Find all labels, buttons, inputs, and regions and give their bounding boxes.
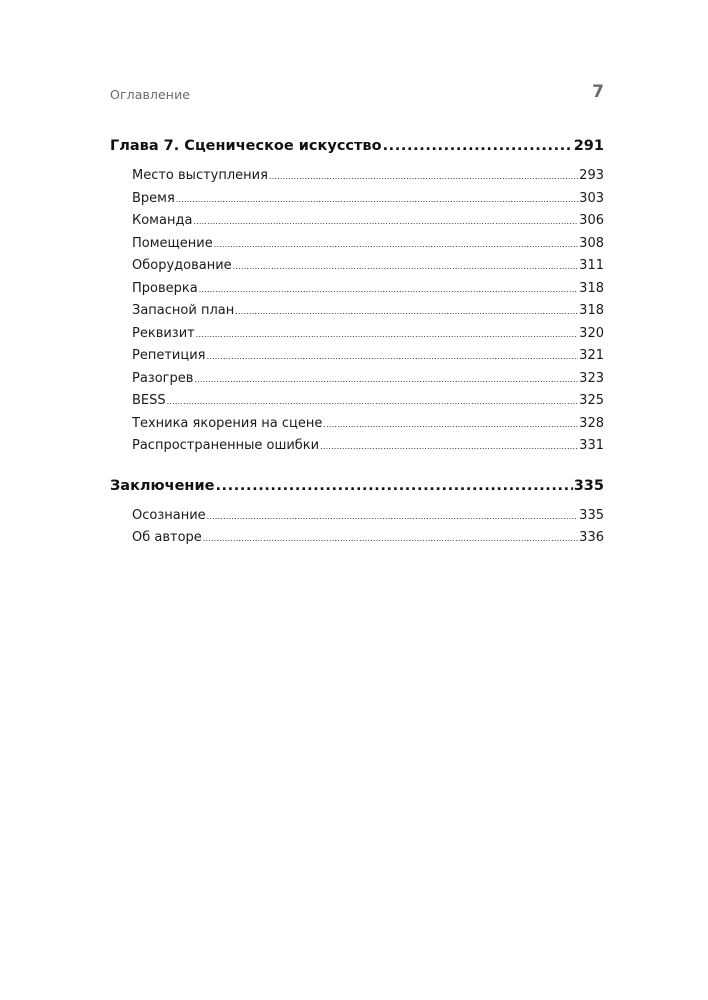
toc-chapter-entry[interactable] <box>110 474 604 498</box>
toc-item-title: Помещение <box>132 235 213 251</box>
dot-leader <box>167 391 579 414</box>
toc-item-title: Техника якорения на сцене <box>132 415 323 431</box>
dot-leader <box>203 528 578 551</box>
toc-item-title: Осознание <box>132 507 206 523</box>
toc-item-title: Об авторе <box>132 530 202 545</box>
toc-item-page: 320 <box>579 325 604 341</box>
dot-leader <box>233 256 579 279</box>
toc-item-page: 318 <box>579 280 604 296</box>
toc-chapter-title: Заключение <box>110 477 215 494</box>
toc-item-page: 308 <box>579 235 604 251</box>
toc-item-title: Разогрев <box>132 370 194 386</box>
dot-leader <box>215 474 572 498</box>
dot-leader <box>206 346 578 369</box>
toc-item-page: 336 <box>579 530 604 545</box>
toc-item[interactable] <box>110 188 604 211</box>
toc-item-page: 328 <box>579 415 604 431</box>
toc-item[interactable] <box>110 323 604 346</box>
dot-leader <box>269 166 578 189</box>
toc-item-title: Запасной план <box>132 303 235 318</box>
toc-chapter-page: 335 <box>573 477 604 494</box>
toc-item-page: 306 <box>579 213 604 228</box>
toc-chapter-page: 291 <box>573 138 604 154</box>
toc-item-title: BESS <box>132 393 166 408</box>
dot-leader <box>320 436 578 459</box>
toc-item[interactable] <box>110 210 604 233</box>
dot-leader <box>235 301 578 324</box>
toc-item-page: 293 <box>579 168 604 183</box>
dot-leader <box>193 211 578 234</box>
toc-item-page: 303 <box>579 190 604 206</box>
toc-item[interactable] <box>110 435 604 458</box>
running-head <box>110 84 604 106</box>
toc-item[interactable] <box>110 165 604 188</box>
toc-item-page: 323 <box>579 370 604 386</box>
toc-item-page: 335 <box>579 507 604 523</box>
toc-item-title: Оборудование <box>132 258 232 273</box>
toc-item-title: Время <box>132 190 175 206</box>
toc-section-conclusion <box>110 474 604 550</box>
dot-leader <box>196 324 578 347</box>
toc-item[interactable] <box>110 527 604 550</box>
toc-item-title: Распространенные ошибки <box>132 438 320 453</box>
dot-leader <box>323 414 578 437</box>
toc-item-title: Проверка <box>132 280 198 296</box>
toc-chapter-title: Глава 7. Сценическое искусство <box>110 138 382 154</box>
toc-item[interactable] <box>110 278 604 301</box>
table-of-contents <box>110 134 604 550</box>
toc-item[interactable] <box>110 368 604 391</box>
dot-leader <box>383 134 573 158</box>
dot-leader <box>199 279 578 302</box>
toc-item-page: 331 <box>579 438 604 453</box>
toc-item-page: 311 <box>579 258 604 273</box>
toc-item-title: Место выступления <box>132 168 268 183</box>
toc-item[interactable] <box>110 505 604 528</box>
toc-item-page: 318 <box>579 303 604 318</box>
toc-item-title: Реквизит <box>132 325 195 341</box>
dot-leader <box>194 369 578 392</box>
toc-item[interactable] <box>110 413 604 436</box>
toc-item[interactable] <box>110 300 604 323</box>
page-number: 7 <box>592 82 604 102</box>
running-title: Оглавление <box>110 87 191 102</box>
dot-leader <box>207 506 579 529</box>
toc-item[interactable] <box>110 233 604 256</box>
toc-item-page: 321 <box>579 348 604 363</box>
toc-item[interactable] <box>110 390 604 413</box>
toc-item[interactable] <box>110 345 604 368</box>
dot-leader <box>176 189 578 212</box>
toc-item[interactable] <box>110 255 604 278</box>
toc-chapter-entry[interactable] <box>110 134 604 158</box>
dot-leader <box>214 234 578 257</box>
toc-item-page: 325 <box>579 393 604 408</box>
toc-section-chapter-7 <box>110 134 604 458</box>
toc-item-title: Команда <box>132 213 193 228</box>
toc-item-title: Репетиция <box>132 348 206 363</box>
